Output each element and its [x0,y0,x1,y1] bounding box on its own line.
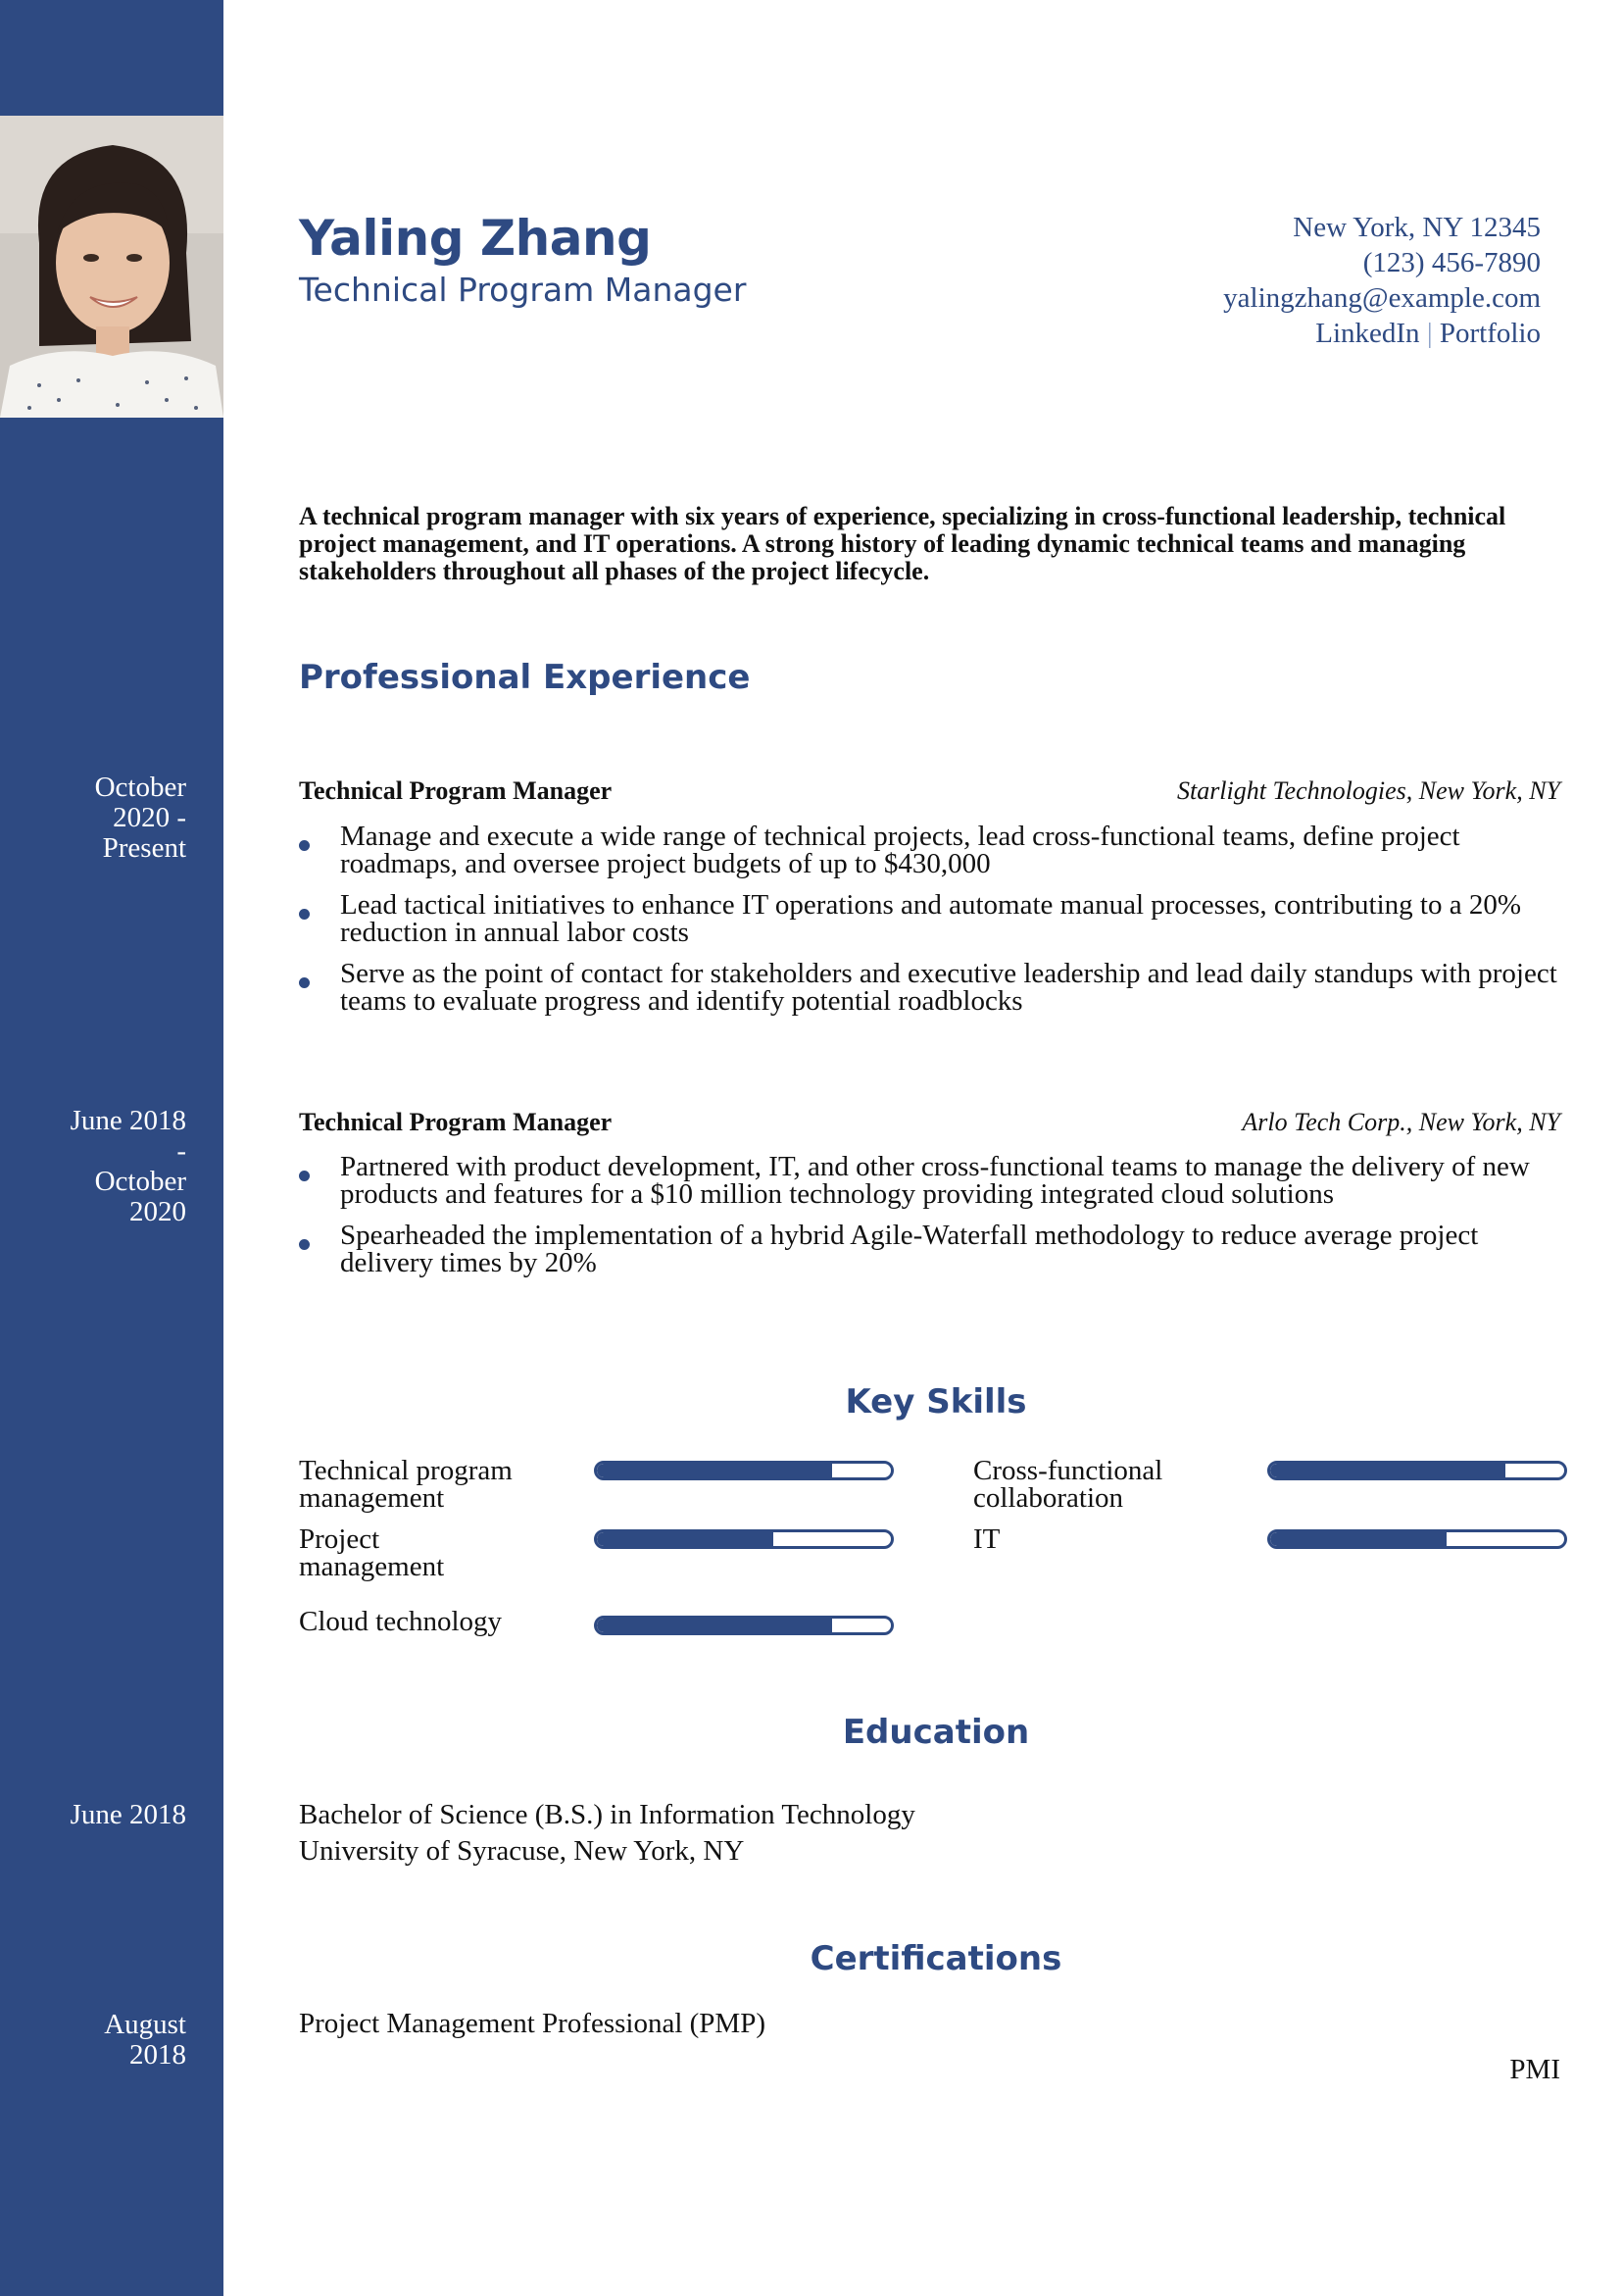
portrait-image [0,116,223,418]
certification-name: Project Management Professional (PMP) [299,2008,766,2039]
skill-level-fill [597,1464,832,1477]
skill-level-fill [1270,1532,1447,1546]
certification-issuer: PMI [1509,2054,1560,2085]
skill-level-fill [597,1532,773,1546]
job-2-dates [20,1106,186,1227]
contact-location: New York, NY 12345 [1293,212,1541,243]
skill-level-bar [1267,1529,1567,1549]
date-line: August [104,2009,186,2040]
skills-heading: Key Skills [845,1382,1027,1422]
list-item: Lead tactical initiatives to enhance IT operations and automate manual processes, contributing to a 20% reduction in annual labor costs [299,891,1573,946]
list-item: Spearheaded the implementation of a hybrid Agile-Waterfall methodology to reduce average project delivery times by 20% [299,1222,1573,1276]
date-line: 2020 [129,1196,186,1227]
job-2-company: Arlo Tech Corp., New York, NY [1242,1108,1560,1136]
portfolio-link[interactable]: Portfolio [1439,318,1541,349]
date-line: 2020 - [113,802,186,833]
certifications-heading: Certifications [810,1939,1062,1978]
date-line: Present [102,832,186,864]
contact-separator: | [1426,318,1433,349]
profile-photo [0,116,223,418]
skill-label: Technical program management [299,1455,513,1514]
list-item: Partnered with product development, IT, and other cross-functional teams to manage the delivery of new products and features for a $10 million technology providing integrated cloud solutions [299,1153,1573,1208]
list-item: Serve as the point of contact for stakeholders and executive leadership and lead daily standups with project teams to evaluate progress and identify potential roadblocks [299,960,1573,1015]
education-degree: Bachelor of Science (B.S.) in Information Technology [299,1799,915,1830]
job-1-dates [20,773,186,864]
skill-label: Cross-functional collaboration [973,1455,1163,1514]
education-heading: Education [842,1713,1030,1752]
job-1-role: Technical Program Manager [299,776,613,805]
education-school: University of Syracuse, New York, NY [299,1835,745,1867]
professional-summary: A technical program manager with six years of experience, specializing in cross-functional leadership, technical project management, and IT operations. A strong history of leading dynamic technical teams and managing stakeholders throughout all phases of the project lifecycle. [299,502,1506,585]
skill-level-bar [594,1461,894,1480]
experience-heading: Professional Experience [299,658,751,697]
skill-level-bar [1267,1461,1567,1480]
linkedin-link[interactable]: LinkedIn [1315,318,1420,349]
certification-date [20,2010,186,2071]
candidate-name: Yaling Zhang [299,210,652,267]
skill-level-fill [597,1619,832,1632]
skill-label: Project management [299,1523,445,1582]
date-line: October [94,1166,186,1197]
skill-level-bar [594,1529,894,1549]
education-date: June 2018 [70,1799,186,1830]
list-item: Manage and execute a wide range of technical projects, lead cross-functional teams, define project roadmaps, and oversee project budgets of up to $430,000 [299,823,1573,877]
job-1-company: Starlight Technologies, New York, NY [1176,776,1560,805]
job-2-bullets [299,1153,1573,1290]
date-line: October [94,772,186,803]
skill-label: IT [973,1523,1001,1555]
skill-level-fill [1270,1464,1505,1477]
candidate-job-title: Technical Program Manager [299,271,747,309]
contact-phone: (123) 456-7890 [1362,247,1541,278]
job-2-role: Technical Program Manager [299,1108,613,1136]
job-1-bullets [299,823,1573,1028]
date-line: - [176,1135,186,1167]
contact-email-link[interactable]: yalingzhang@example.com [1223,282,1541,314]
date-line: June 2018 [70,1105,186,1136]
contact-block [1223,210,1541,351]
skill-level-bar [594,1616,894,1635]
skill-label: Cloud technology [299,1606,503,1637]
date-line: 2018 [129,2039,186,2071]
